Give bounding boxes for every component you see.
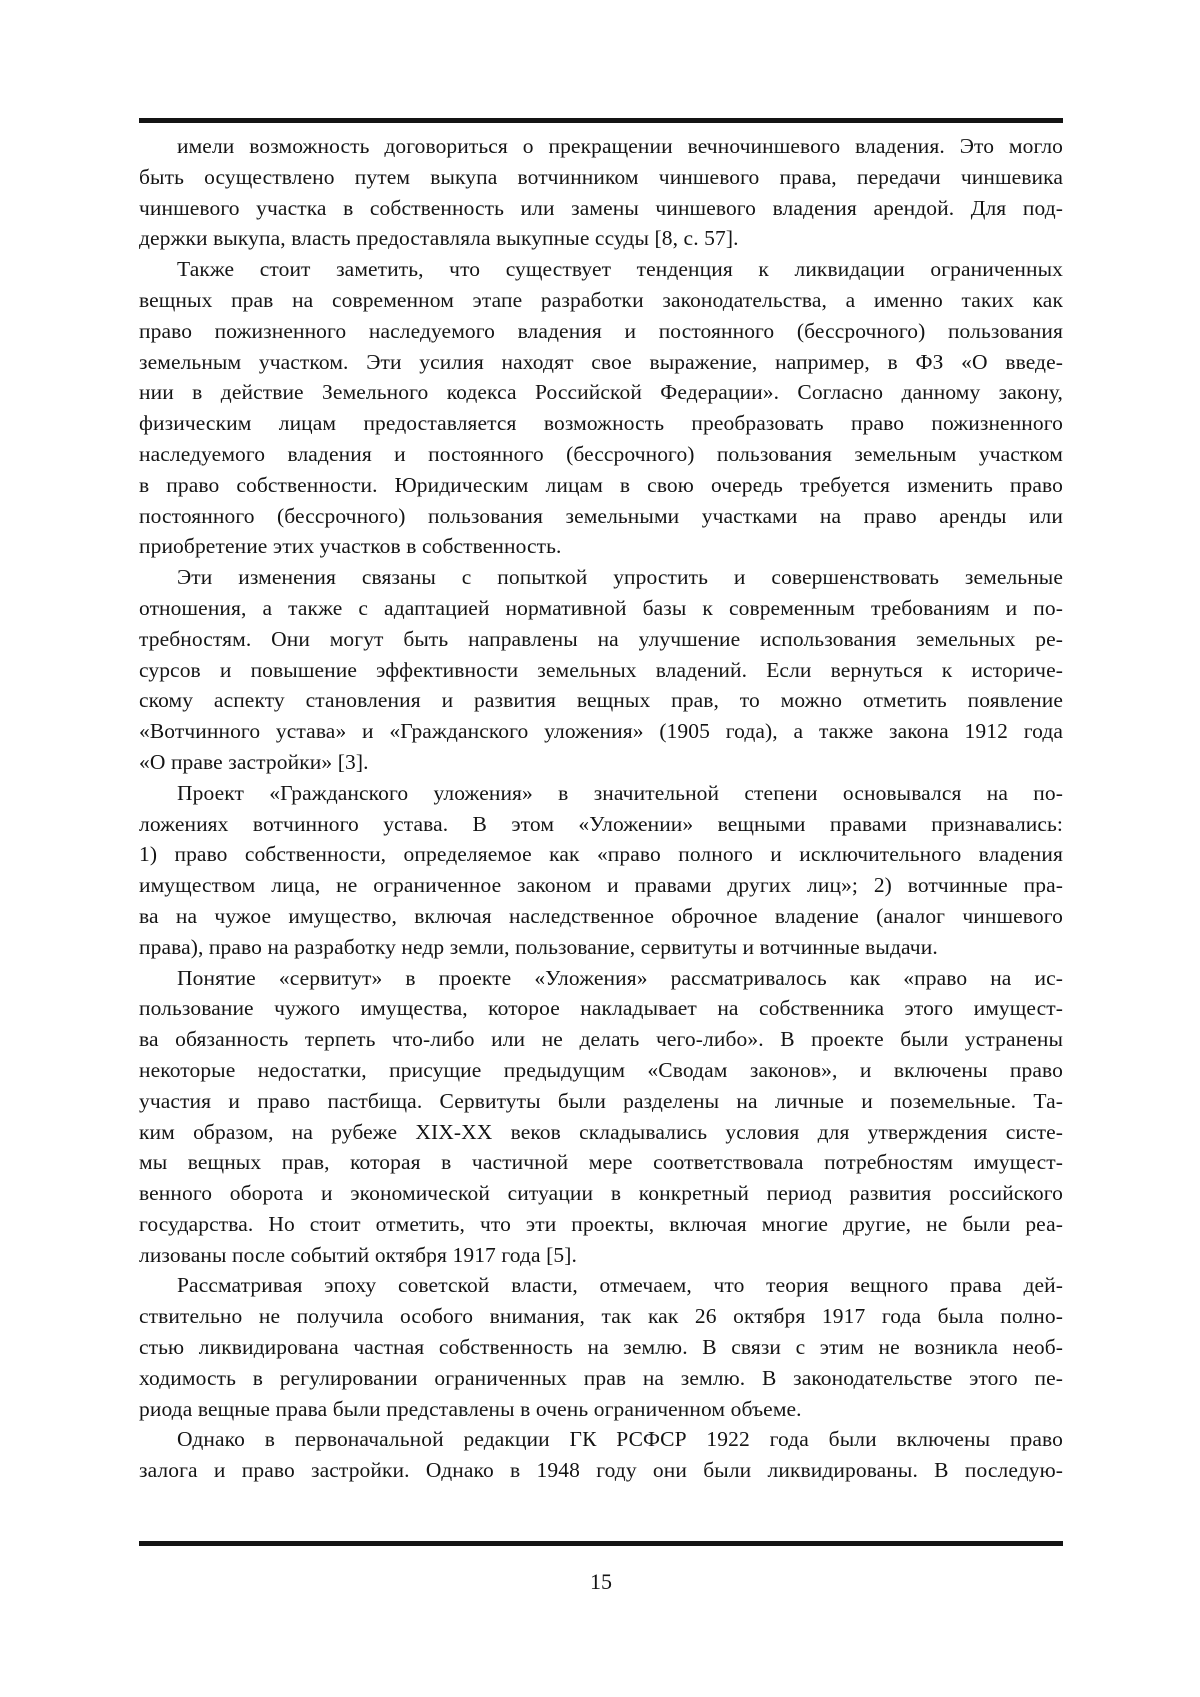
text-line: Проект «Гражданского уложения» в значительной степени основывался на по-	[177, 780, 1063, 805]
text-line: держки выкупа, власть предоставляла выкупные ссуды [8, с. 57].	[139, 226, 739, 251]
text-line: лизованы после событий октября 1917 года [5].	[139, 1242, 577, 1267]
text-line: быть осуществлено путем выкупа вотчинником чиншевого права, передачи чиншевика	[139, 164, 1063, 189]
text-line: стью ликвидирована частная собственность на землю. В связи с этим не возникла необ-	[139, 1335, 1063, 1360]
text-line: участия и право пастбища. Сервитуты были разделены на личные и поземельные. Та-	[139, 1088, 1063, 1113]
text-line: наследуемого владения и постоянного (бессрочного) пользования земельным участком	[139, 441, 1063, 466]
text-line: имуществом лица, не ограниченное законом и правами других лиц»; 2) вотчинные пра-	[139, 873, 1063, 898]
text-line: физическим лицам предоставляется возможность преобразовать право пожизненного	[139, 411, 1063, 436]
text-line: мы вещных прав, которая в частичной мере соответствовала потребностям имущест-	[139, 1150, 1063, 1175]
text-line: ва на чужое имущество, включая наследственное оброчное владение (аналог чиншевого	[139, 903, 1063, 928]
text-line: венного оборота и экономической ситуации в конкретный период развития российского	[139, 1181, 1063, 1206]
footer-rule	[139, 1541, 1063, 1546]
text-line: приобретение этих участков в собственность.	[139, 534, 562, 559]
text-line: нии в действие Земельного кодекса Российской Федерации». Согласно данному закону,	[139, 380, 1063, 405]
text-line: пользование чужого имущества, которое накладывает на собственника этого имущест-	[139, 996, 1063, 1021]
text-line: ким образом, на рубеже XIX-XX веков складывались условия для утверждения систе-	[139, 1119, 1063, 1144]
text-line: «Вотчинного устава» и «Гражданского уложения» (1905 года), а также закона 1912 года	[139, 719, 1063, 744]
text-line: «О праве застройки» [3].	[139, 749, 369, 774]
paragraph	[139, 131, 1063, 254]
paragraph	[139, 963, 1063, 1271]
text-line: залога и право застройки. Однако в 1948 году они были ликвидированы. В последую-	[139, 1458, 1063, 1483]
text-line: права), право на разработку недр земли, пользование, сервитуты и вотчинные выдачи.	[139, 934, 938, 959]
text-line: Эти изменения связаны с попыткой упростить и совершенствовать земельные	[177, 565, 1063, 590]
text-line: Рассматривая эпоху советской власти, отмечаем, что теория вещного права дей-	[177, 1273, 1063, 1298]
text-line: некоторые недостатки, присущие предыдущим «Сводам законов», и включены право	[139, 1057, 1063, 1082]
text-line: право пожизненного наследуемого владения и постоянного (бессрочного) пользования	[139, 318, 1063, 343]
text-line: земельным участком. Эти усилия находят свое выражение, например, в ФЗ «О введе-	[139, 349, 1063, 374]
text-line: требностям. Они могут быть направлены на улучшение использования земельных ре-	[139, 626, 1063, 651]
text-line: чиншевого участка в собственность или замены чиншевого владения арендой. Для под-	[139, 195, 1063, 220]
text-line: государства. Но стоит отметить, что эти проекты, включая многие другие, не были реа-	[139, 1211, 1063, 1236]
paragraph	[139, 778, 1063, 963]
body-text	[139, 131, 1063, 1486]
text-line: 1) право собственности, определяемое как «право полного и исключительного владения	[139, 842, 1063, 867]
text-line: ствительно не получила особого внимания, так как 26 октября 1917 года была полно-	[139, 1304, 1063, 1329]
text-line: скому аспекту становления и развития вещных прав, то можно отметить появление	[139, 688, 1063, 713]
text-line: постоянного (бессрочного) пользования земельными участками на право аренды или	[139, 503, 1063, 528]
text-line: ва обязанность терпеть что-либо или не делать чего-либо». В проекте были устранены	[139, 1027, 1063, 1052]
text-line: Однако в первоначальной редакции ГК РСФСР 1922 года были включены право	[177, 1427, 1063, 1452]
paragraph	[139, 1270, 1063, 1424]
text-line: в право собственности. Юридическим лицам в свою очередь требуется изменить право	[139, 472, 1063, 497]
paragraph	[139, 562, 1063, 778]
text-line: ложениях вотчинного устава. В этом «Уложении» вещными правами признавались:	[139, 811, 1063, 836]
text-line: имели возможность договориться о прекращении вечночиншевого владения. Это могло	[177, 134, 1063, 158]
header-rule	[139, 118, 1063, 123]
page-number: 15	[590, 1569, 612, 1594]
text-line: ходимость в регулировании ограниченных прав на землю. В законодательстве этого пе-	[139, 1365, 1063, 1390]
text-line: вещных прав на современном этапе разработки законодательства, а именно таких как	[139, 287, 1063, 312]
text-line: отношения, а также с адаптацией нормативной базы к современным требованиям и по-	[139, 595, 1063, 620]
paragraph	[139, 254, 1063, 562]
text-line: риода вещные права были представлены в очень ограниченном объеме.	[139, 1396, 802, 1421]
text-line: сурсов и повышение эффективности земельных владений. Если вернуться к историче-	[139, 657, 1063, 682]
text-line: Понятие «сервитут» в проекте «Уложения» рассматривалось как «право на ис-	[177, 965, 1063, 990]
text-line: Также стоит заметить, что существует тенденция к ликвидации ограниченных	[177, 257, 1063, 282]
paragraph	[139, 1424, 1063, 1486]
